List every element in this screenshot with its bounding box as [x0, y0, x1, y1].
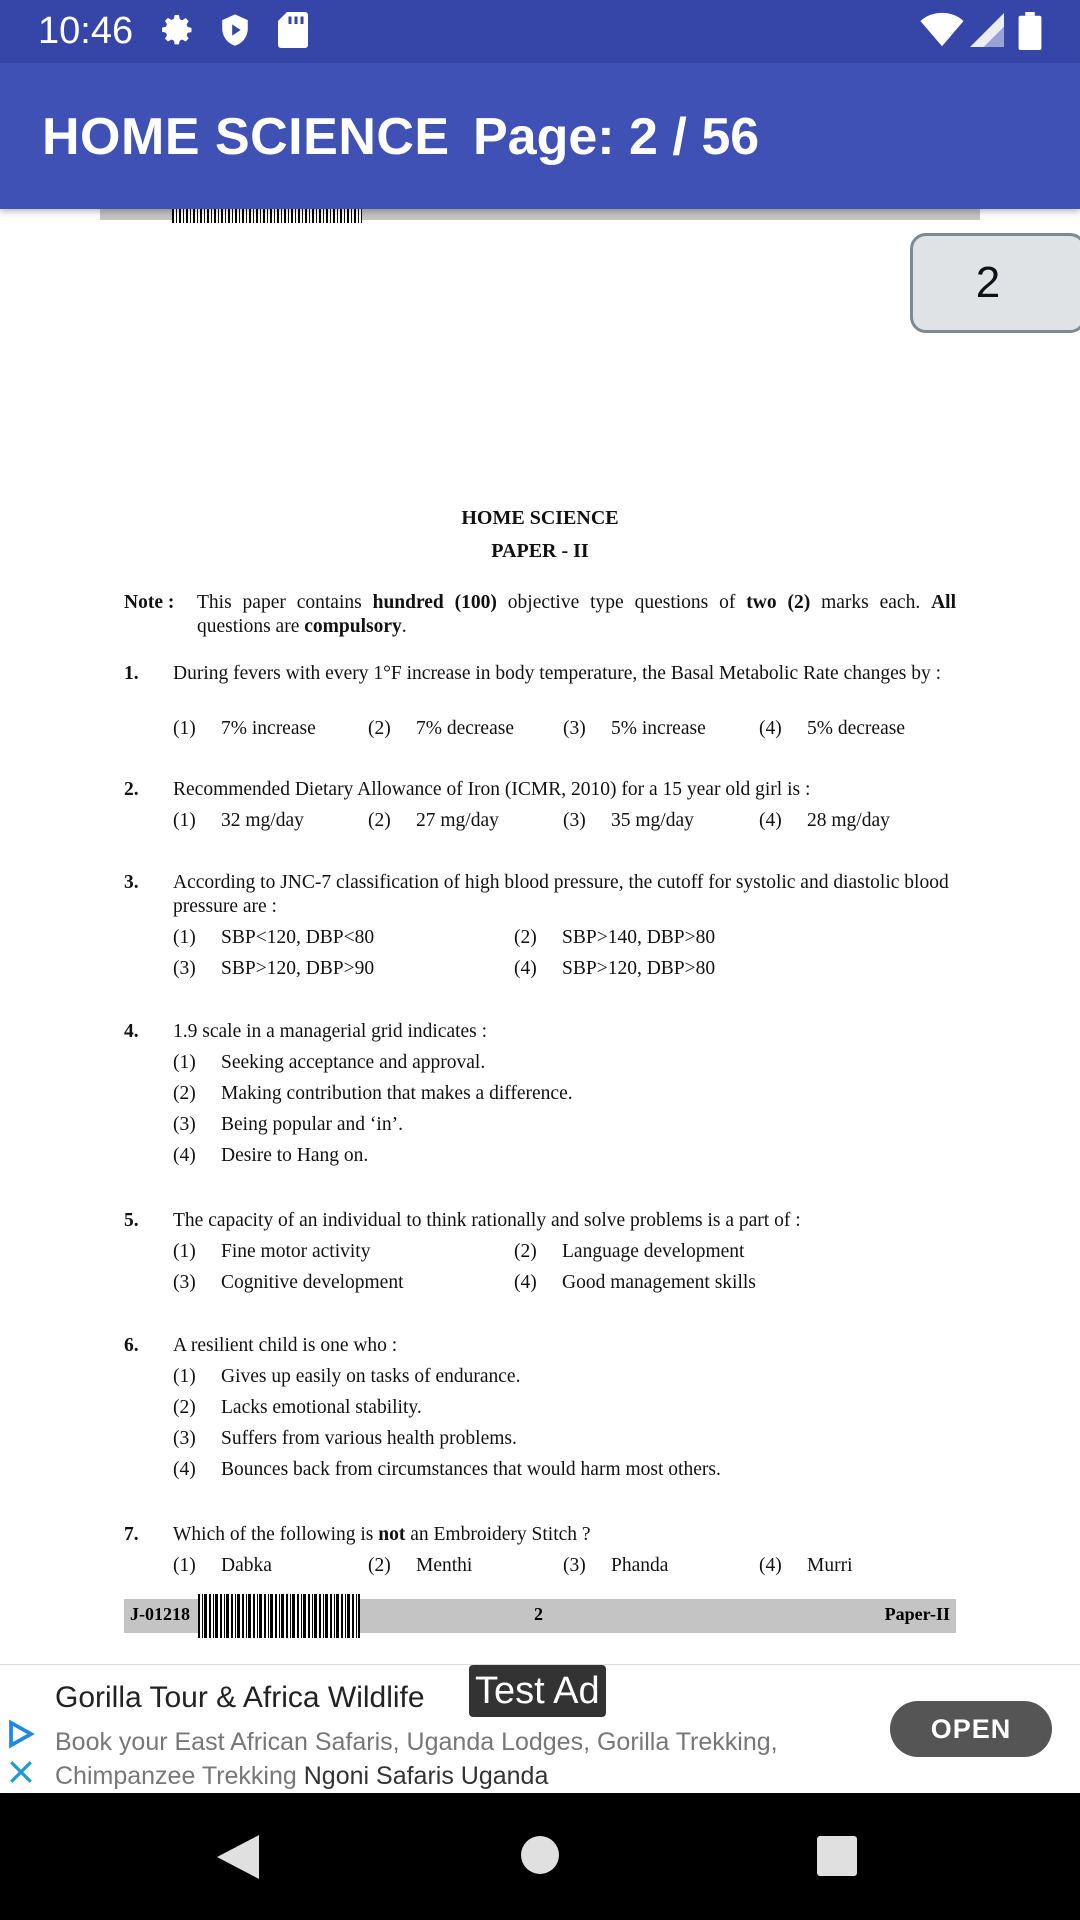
battery-icon — [1018, 12, 1042, 50]
pdf-page-view[interactable]: 2 HOME SCIENCE PAPER - II Note : This paper contains hundred (100) objective type questions of two (2) marks each. All questions are compulsory. 1. During fevers with every 1°F increase in body temperature, the Basal Metabolic Rate changes by : (1) 7% increase (2) 7% decrease (3) 5% increase (4) 5% decrease 2. Recommended Dietary Allowance of Iron (ICMR, 2010) for a 15 year old girl is : (1) 32 mg/day (2) 27 mg/day (3) 35 mg/day (4) 28 mg/day 3. According to JNC-7 classification of high blood pressure, the cutoff for systolic and diastolic blood pressure are : (1) SBP<120, DBP<80 (2) SBP>140, DBP>80 (3) SBP>120, DBP>90 (4) SBP>120, DBP>80 4. 1.9 scale in a managerial grid indicates : (1) Seeking acceptance and approval. (2) Making contribution that makes a difference. (3) Being popular and ‘in’. (4) Desire to Hang on. 5. The capacity of an individual to think rationally and solve problems is a part of : (1) Fine motor activity (2) Language development (3) Cognitive development (4) Good management skills 6. A resilient child is one who : (1) Gives up easily on tasks of endurance. (2) Lacks emotional stability. (3) Suffers from various health problems. (4) Bounces back from circumstances that would harm most others. 7. Which of the following is not an Embroidery Stitch ? (1) Dabka (2) Menthi (3) Phanda (4) Murri J-01218 2 Paper-II — [0, 209, 1080, 1664]
navigation-bar — [0, 1793, 1080, 1920]
wifi-icon — [920, 12, 964, 48]
question-stem: Which of the following is not an Embroidery Stitch ? — [173, 1524, 591, 1545]
note-label: Note : — [124, 592, 175, 613]
test-ad-badge: Test Ad — [469, 1665, 606, 1717]
sd-card-icon — [278, 12, 308, 48]
question-stem: The capacity of an individual to think rationally and solve problems is a part of : — [173, 1210, 801, 1231]
back-icon[interactable] — [215, 1833, 261, 1881]
question-number: 7. — [124, 1524, 139, 1545]
home-icon[interactable] — [520, 1835, 560, 1875]
page-number-badge[interactable]: 2 — [910, 233, 1080, 333]
recents-icon[interactable] — [817, 1836, 857, 1876]
app-bar — [0, 63, 1080, 209]
question-stem: A resilient child is one who : — [173, 1335, 398, 1356]
ad-advertiser: Ngoni Safaris Uganda — [303, 1762, 549, 1790]
ad-body[interactable]: Book your East African Safaris, Uganda Lodges, Gorilla Trekking, Chimpanzee Trekking Ngoni Safaris Uganda — [55, 1728, 778, 1790]
ad-choices-icon[interactable] — [6, 1719, 36, 1749]
status-bar — [0, 0, 1080, 63]
barcode-image — [198, 1594, 360, 1638]
note-text: This paper contains hundred (100) objective type questions of two (2) marks each. All questions are compulsory. — [197, 592, 957, 637]
question-stem: According to JNC-7 classification of high blood pressure, the cutoff for systolic and diastolic blood pressure are : — [173, 872, 949, 917]
app-title: HOME SCIENCE — [42, 108, 450, 166]
gear-icon — [160, 12, 196, 48]
close-icon[interactable] — [8, 1759, 34, 1785]
shield-icon — [218, 12, 252, 48]
question-number: 6. — [124, 1335, 139, 1356]
ad-open-button[interactable]: OPEN — [890, 1701, 1052, 1757]
footer-page-number: 2 — [534, 1604, 543, 1624]
question-stem: Recommended Dietary Allowance of Iron (ICMR, 2010) for a 15 year old girl is : — [173, 779, 811, 800]
question-number: 3. — [124, 872, 139, 893]
question-number: 1. — [124, 663, 139, 684]
question-number: 5. — [124, 1210, 139, 1231]
ad-title[interactable]: Gorilla Tour & Africa Wildlife — [55, 1681, 425, 1714]
signal-icon — [970, 12, 1004, 48]
document-subheading: PAPER - II — [491, 540, 589, 562]
footer-paper-label: Paper-II — [884, 1604, 950, 1624]
page-footer — [124, 1599, 956, 1633]
question-stem: During fevers with every 1°F increase in body temperature, the Basal Metabolic Rate changes by : — [173, 663, 942, 684]
status-time: 10:46 — [38, 10, 134, 52]
document-heading: HOME SCIENCE — [461, 507, 619, 529]
question-number: 2. — [124, 779, 139, 800]
paper-code: J-01218 — [130, 1604, 190, 1624]
page-indicator: Page: 2 / 56 — [473, 108, 760, 166]
barcode-image — [172, 209, 362, 223]
question-number: 4. — [124, 1021, 139, 1042]
question-stem: 1.9 scale in a managerial grid indicates : — [173, 1021, 488, 1042]
ad-banner[interactable] — [0, 1664, 1080, 1794]
